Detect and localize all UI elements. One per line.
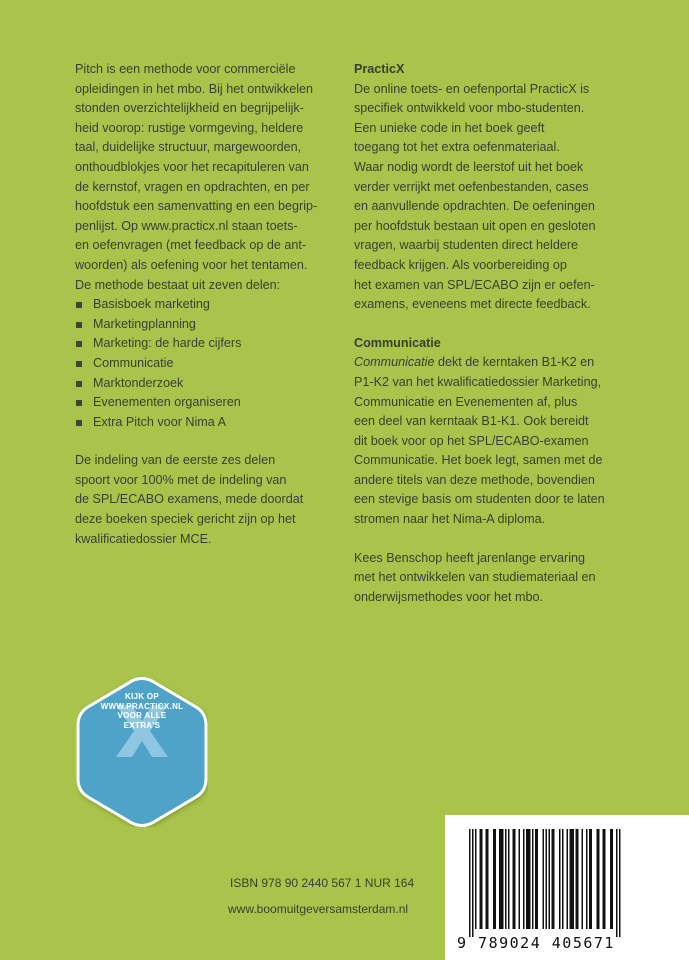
barcode-bar (469, 829, 471, 937)
barcode-bar (546, 829, 548, 929)
author-line: onderwijsmethodes voor het mbo. (354, 589, 544, 604)
communicatie-line: dit boek voor op het SPL/ECABO-examen (354, 433, 589, 448)
communicatie-line: een deel van kerntaak B1-K1. Ook bereidt (354, 414, 589, 429)
right-column (354, 60, 644, 607)
intro-line: De methode bestaat uit zeven delen: (75, 277, 281, 292)
practicx-line: De online toets- en oefenportal PracticX is (354, 81, 590, 96)
list-item: Extra Pitch voor Nima A (75, 413, 330, 433)
barcode-bar (526, 829, 531, 929)
practicx-line: Een unieke code in het boek geeft (354, 120, 545, 135)
communicatie-line: een stevige basis om studenten door te laten (354, 492, 605, 507)
practicx-line: specifiek ontwikkeld voor mbo-studenten. (354, 101, 585, 116)
isbn-text: ISBN 978 90 2440 567 1 NUR 164 (230, 876, 415, 890)
communicatie-paragraph (354, 353, 644, 529)
communicatie-line: stromen naar het Nima-A diploma. (354, 512, 546, 527)
barcode-bar (603, 829, 606, 929)
practicx-line: examens, eveneens met directe feedback. (354, 297, 591, 312)
communicatie-heading: Communicatie (354, 335, 441, 350)
outro-line: deze boeken speciek gericht zijn op het (75, 512, 296, 527)
intro-line: heid voorop: rustige vormgeving, heldere (75, 120, 304, 135)
practicx-line: en aanvullende opdrachten. De oefeningen (354, 199, 595, 214)
practicx-line: Waar nodig wordt de leerstof uit het boek (354, 159, 584, 174)
list-item: Basisboek marketing (75, 295, 330, 315)
author-line: Kees Benschop heeft jarenlange ervaring (354, 550, 586, 565)
outro-line: de SPL/ECABO examens, mede doordat (75, 492, 304, 507)
intro-line: hoofdstuk een samenvatting en een begrip- (75, 199, 318, 214)
practicx-line: verder verrijkt met oefenbestanden, cases (354, 179, 589, 194)
list-item: Marketingplanning (75, 315, 330, 335)
outro-line: kwalificatiedossier MCE. (75, 531, 212, 546)
author-line: met het ontwikkelen van studiemateriaal en (354, 570, 596, 585)
intro-line: penlijst. Op www.practicx.nl staan toets- (75, 218, 298, 233)
barcode-bar (549, 829, 551, 929)
intro-line: en oefenvragen (met feedback op de ant- (75, 238, 307, 253)
publisher-url: www.boomuitgeversamsterdam.nl (228, 902, 409, 916)
intro-line: woorden) als oefening voor het tentamen. (75, 257, 308, 272)
communicatie-line-rest: dekt de kerntaken B1-K2 en (434, 355, 595, 370)
barcode-bar (582, 829, 584, 929)
barcode-digits: 9 789024 405671 (457, 934, 615, 952)
practicx-heading: PracticX (354, 62, 405, 76)
barcode-bar (559, 829, 561, 929)
outro-line: De indeling van de eerste zes delen (75, 453, 276, 468)
outro-line: spoort voor 100% met de indeling van (75, 472, 287, 487)
intro-line: onthoudblokjes voor het recapituleren van (75, 159, 309, 174)
communicatie-line: P1-K2 van het kwalificatiedossier Marketing, (354, 374, 602, 389)
barcode-bar (523, 829, 525, 929)
list-item: Evenementen organiseren (75, 393, 330, 413)
practicx-paragraph (354, 80, 644, 315)
intro-paragraph (75, 60, 330, 295)
barcode-bar (567, 829, 569, 929)
barcode-bar (616, 829, 618, 937)
barcode-bar (508, 829, 510, 929)
parts-list (75, 295, 330, 432)
barcode-bar (576, 829, 579, 929)
barcode-bar (586, 829, 588, 929)
badge-line: KIJK OP (124, 692, 160, 701)
intro-line: stonden overzichtelijkheid en begrijpelijk- (75, 101, 304, 116)
barcode-bar (493, 829, 496, 929)
intro-line: taal, duidelijke structuur, margewoorden, (75, 140, 302, 155)
barcode-bar (505, 829, 507, 929)
barcode-bar (535, 829, 538, 929)
practicx-line: het examen van SPL/ECABO zijn er oefen- (354, 277, 595, 292)
practicx-line: feedback krijgen. Als voorbereiding op (354, 257, 567, 272)
barcode-bar (570, 829, 575, 929)
practicx-line: per hoofdstuk bestaan uit open en gesloten (354, 218, 596, 233)
intro-line: Pitch is een methode voor commerciële (75, 62, 296, 76)
barcode-area (445, 815, 689, 960)
barcode-bar (532, 829, 534, 929)
barcode-bar (480, 829, 483, 929)
barcode-bar (475, 829, 477, 929)
list-item: Marketing: de harde cijfers (75, 334, 330, 354)
list-item: Communicatie (75, 354, 330, 374)
outro-paragraph (75, 451, 330, 549)
book-title: Communicatie (354, 355, 435, 370)
barcode (463, 829, 673, 941)
barcode-bar (619, 829, 621, 937)
intro-line: de kernstof, vragen en opdrachten, en per (75, 179, 310, 194)
intro-line: opleidingen in het mbo. Bij het ontwikkelen (75, 81, 314, 96)
barcode-bar (519, 829, 521, 929)
practicx-line: toegang tot het extra oefenmateriaal. (354, 140, 560, 155)
communicatie-line: andere titels van deze methode, bovendien (354, 472, 595, 487)
barcode-bar (597, 829, 600, 929)
barcode-bar (499, 829, 504, 929)
communicatie-line (354, 353, 644, 373)
barcode-bar (589, 829, 592, 929)
badge-line: WWW.PRACTICX.NL (100, 701, 184, 711)
barcode-bar (610, 829, 613, 929)
barcode-bar (543, 829, 545, 929)
communicatie-line: Communicatie en Evenementen af, plus (354, 394, 578, 409)
badge-line: VOOR ALLE (117, 711, 167, 721)
author-paragraph (354, 549, 644, 608)
barcode-bar (562, 829, 564, 929)
barcode-bar (513, 829, 516, 929)
badge-line: EXTRA'S (123, 720, 161, 730)
badge-text (0, 692, 284, 730)
barcode-bar (552, 829, 555, 929)
communicatie-line: Communicatie. Het boek legt, samen met de (354, 453, 603, 468)
left-column (75, 60, 330, 549)
barcode-bar (486, 829, 489, 929)
list-item: Marktonderzoek (75, 374, 330, 394)
barcode-bar (472, 829, 474, 937)
practicx-line: vragen, waarbij studenten direct heldere (354, 238, 579, 253)
